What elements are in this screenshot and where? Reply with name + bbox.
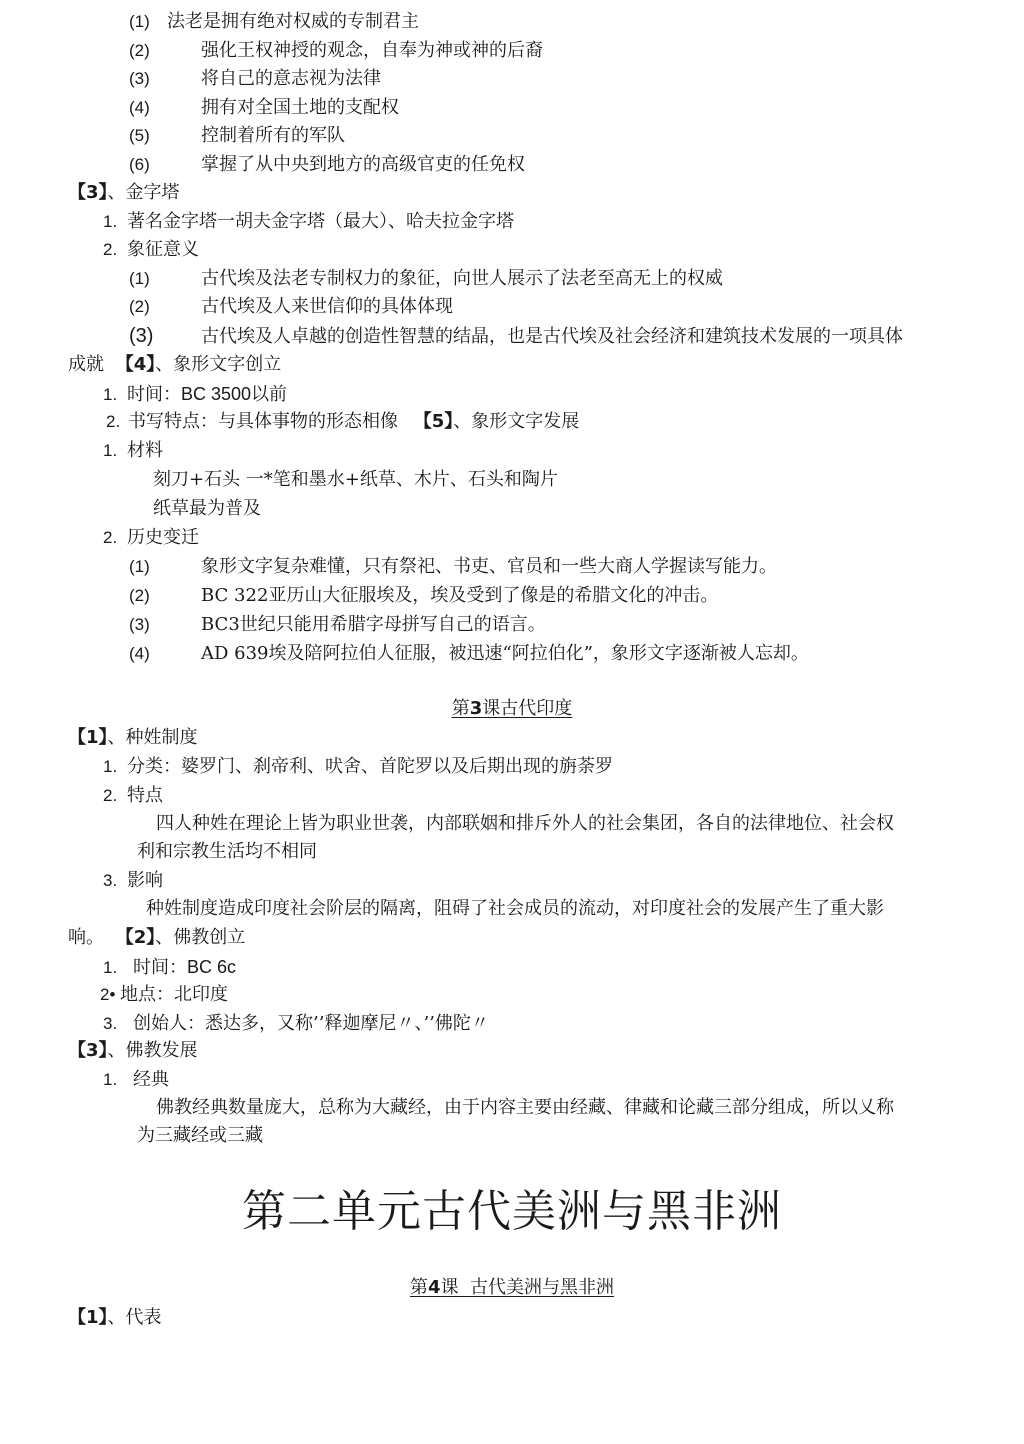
list-marker: 2• <box>100 985 116 1004</box>
section-heading <box>68 1039 198 1063</box>
list-text: BC3世纪只能用希腊字母拼写自己的语言。 <box>201 614 546 635</box>
section-heading <box>68 726 198 750</box>
list-item <box>129 10 419 34</box>
list-marker: 2. <box>106 412 121 431</box>
list-text: BC 322亚历山大征服埃及，埃及受到了像是的希腊文化的冲击。 <box>201 585 719 606</box>
list-text: 材料 <box>127 440 163 461</box>
list-item <box>129 67 381 91</box>
list-text: 将自己的意志视为法律 <box>201 68 381 89</box>
list-marker: 1. <box>103 1070 118 1089</box>
list-item <box>103 526 199 550</box>
list-item <box>103 1012 489 1036</box>
list-text: BC 3500以前 <box>181 384 288 404</box>
section-title: 、种姓制度 <box>107 727 198 748</box>
paragraph-line <box>137 1124 263 1148</box>
list-marker: 3. <box>103 871 118 890</box>
list-marker: 2. <box>103 786 118 805</box>
section-title: 、象形文字发展 <box>453 411 580 432</box>
list-marker: 2. <box>103 240 118 259</box>
paragraph-line <box>68 353 281 377</box>
list-text: 著名金字塔一胡夫金字塔（最大）、哈夫拉金字塔 <box>127 211 514 232</box>
list-text: 古代埃及人卓越的创造性智慧的结晶，也是古代埃及社会经济和建筑技术发展的一项具体 <box>201 326 903 347</box>
list-label: 时间： <box>127 384 181 405</box>
list-item <box>103 382 287 407</box>
list-item <box>103 1068 169 1092</box>
line-text: 刻刀+石头 一*笔和墨水+纸草、木片、石头和陶片 <box>153 469 558 490</box>
list-item <box>129 584 718 608</box>
section-number: 【1】 <box>68 727 108 748</box>
paragraph-line <box>153 468 558 492</box>
list-text: 分类：婆罗门、刹帝利、吠舍、首陀罗以及后期出现的旃荼罗 <box>127 756 613 777</box>
line-text: 纸草最为普及 <box>153 498 261 519</box>
list-marker: 3. <box>103 1014 118 1033</box>
list-item <box>129 124 345 148</box>
list-item <box>103 238 199 262</box>
list-marker: 1. <box>103 958 118 977</box>
list-item <box>106 410 579 434</box>
lesson-title-text: 第3课古代印度 <box>451 698 573 719</box>
list-marker: 2. <box>103 528 118 547</box>
paragraph-line <box>146 897 884 921</box>
section-number: 【4】 <box>115 354 156 375</box>
list-item <box>103 955 236 980</box>
list-marker: (6) <box>129 155 150 174</box>
list-marker: (4) <box>129 98 150 117</box>
line-text: 为三藏经或三藏 <box>137 1125 263 1146</box>
list-text: 象征意义 <box>127 239 199 260</box>
section-title: 、佛教发展 <box>107 1040 198 1061</box>
list-marker: (2) <box>129 586 150 605</box>
lesson-title <box>0 1276 1024 1300</box>
list-text: 创始人：悉达多，又称’’释迦摩尼〃、’’佛陀〃 <box>133 1013 489 1034</box>
paragraph-line <box>137 840 317 864</box>
list-text: 经典 <box>133 1069 169 1090</box>
list-item <box>103 439 163 463</box>
list-item <box>129 642 809 666</box>
list-text: 法老是拥有绝对权威的专制君主 <box>167 11 419 32</box>
list-text: 拥有对全国土地的支配权 <box>201 97 399 118</box>
section-heading <box>68 1306 162 1330</box>
list-marker: 1. <box>103 385 118 404</box>
list-text: 地点：北印度 <box>120 984 228 1005</box>
paragraph-line <box>156 812 894 836</box>
list-item <box>129 613 546 637</box>
list-item <box>103 784 163 808</box>
paragraph-line <box>68 926 245 950</box>
list-item <box>100 983 228 1007</box>
section-title: 、金字塔 <box>107 182 180 203</box>
list-item <box>103 755 613 779</box>
list-label: 时间： <box>133 957 187 978</box>
list-text: BC 6c <box>187 957 237 977</box>
line-text: 四人种姓在理论上皆为职业世袭，内部联姻和排斥外人的社会集团，各自的法律地位、社会权 <box>156 813 894 834</box>
list-item <box>129 555 777 579</box>
list-text: AD 639埃及陪阿拉伯人征服，被迅速“阿拉伯化”，象形文字逐渐被人忘却。 <box>201 643 809 664</box>
list-marker: (4) <box>129 644 150 663</box>
list-item <box>129 96 399 120</box>
line-text: 利和宗教生活均不相同 <box>137 841 317 862</box>
list-marker: (1) <box>129 557 150 576</box>
section-number: 【1】 <box>68 1307 108 1328</box>
list-marker: 1. <box>103 212 118 231</box>
section-number: 【3】 <box>68 1040 108 1061</box>
line-text: 成就 <box>68 354 104 375</box>
section-title: 、象形文字创立 <box>155 354 282 375</box>
list-text: 控制着所有的军队 <box>201 125 345 146</box>
list-text: 特点 <box>127 785 163 806</box>
list-marker: (3) <box>129 69 150 88</box>
list-item <box>129 324 903 349</box>
list-text: 强化王权神授的观念，自奉为神或神的后裔 <box>201 40 543 61</box>
list-text: 影响 <box>127 870 163 891</box>
list-marker: (1) <box>129 269 150 288</box>
list-text: 象形文字复杂难懂，只有祭祀、书吏、官员和一些大商人学握读写能力。 <box>201 556 777 577</box>
unit-title: 第二单元古代美洲与黑非洲 <box>242 1186 782 1237</box>
list-text: 掌握了从中央到地方的高级官吏的任免权 <box>201 154 525 175</box>
list-item <box>129 295 453 319</box>
list-marker: (3) <box>129 615 150 634</box>
line-text: 响。 <box>68 927 104 948</box>
lesson-title <box>0 697 1024 721</box>
list-text: 古代埃及人来世信仰的具体体现 <box>201 296 453 317</box>
list-item <box>103 210 514 234</box>
list-marker: (5) <box>129 126 150 145</box>
section-title: 、佛教创立 <box>155 927 246 948</box>
list-item <box>129 39 543 63</box>
list-marker: 1. <box>103 441 118 460</box>
list-text: 古代埃及法老专制权力的象征，向世人展示了法老至高无上的权威 <box>201 268 723 289</box>
section-title: 、代表 <box>107 1307 162 1328</box>
line-text: 种姓制度造成印度社会阶层的隔离，阻碍了社会成员的流动，对印度社会的发展产生了重大影 <box>146 898 884 919</box>
section-number: 【3】 <box>68 182 108 203</box>
section-heading <box>68 181 180 205</box>
section-number: 【5】 <box>413 411 454 432</box>
list-text: 历史变迁 <box>127 527 199 548</box>
list-marker: (3) <box>129 325 154 347</box>
list-marker: 1. <box>103 757 118 776</box>
section-number: 【2】 <box>115 927 156 948</box>
list-marker: (2) <box>129 297 150 316</box>
list-item <box>129 267 723 291</box>
list-text: 书写特点：与具体事物的形态相像 <box>128 411 398 432</box>
list-item <box>129 153 525 177</box>
list-marker: (2) <box>129 41 150 60</box>
lesson-title-text: 第4课 古代美洲与黑非洲 <box>410 1277 614 1298</box>
line-text: 佛教经典数量庞大，总称为大藏经，由于内容主要由经藏、律藏和论藏三部分组成，所以乂称 <box>156 1097 894 1118</box>
paragraph-line <box>153 497 261 521</box>
paragraph-line <box>156 1096 894 1120</box>
list-item <box>103 869 163 893</box>
list-marker: (1) <box>129 12 150 31</box>
